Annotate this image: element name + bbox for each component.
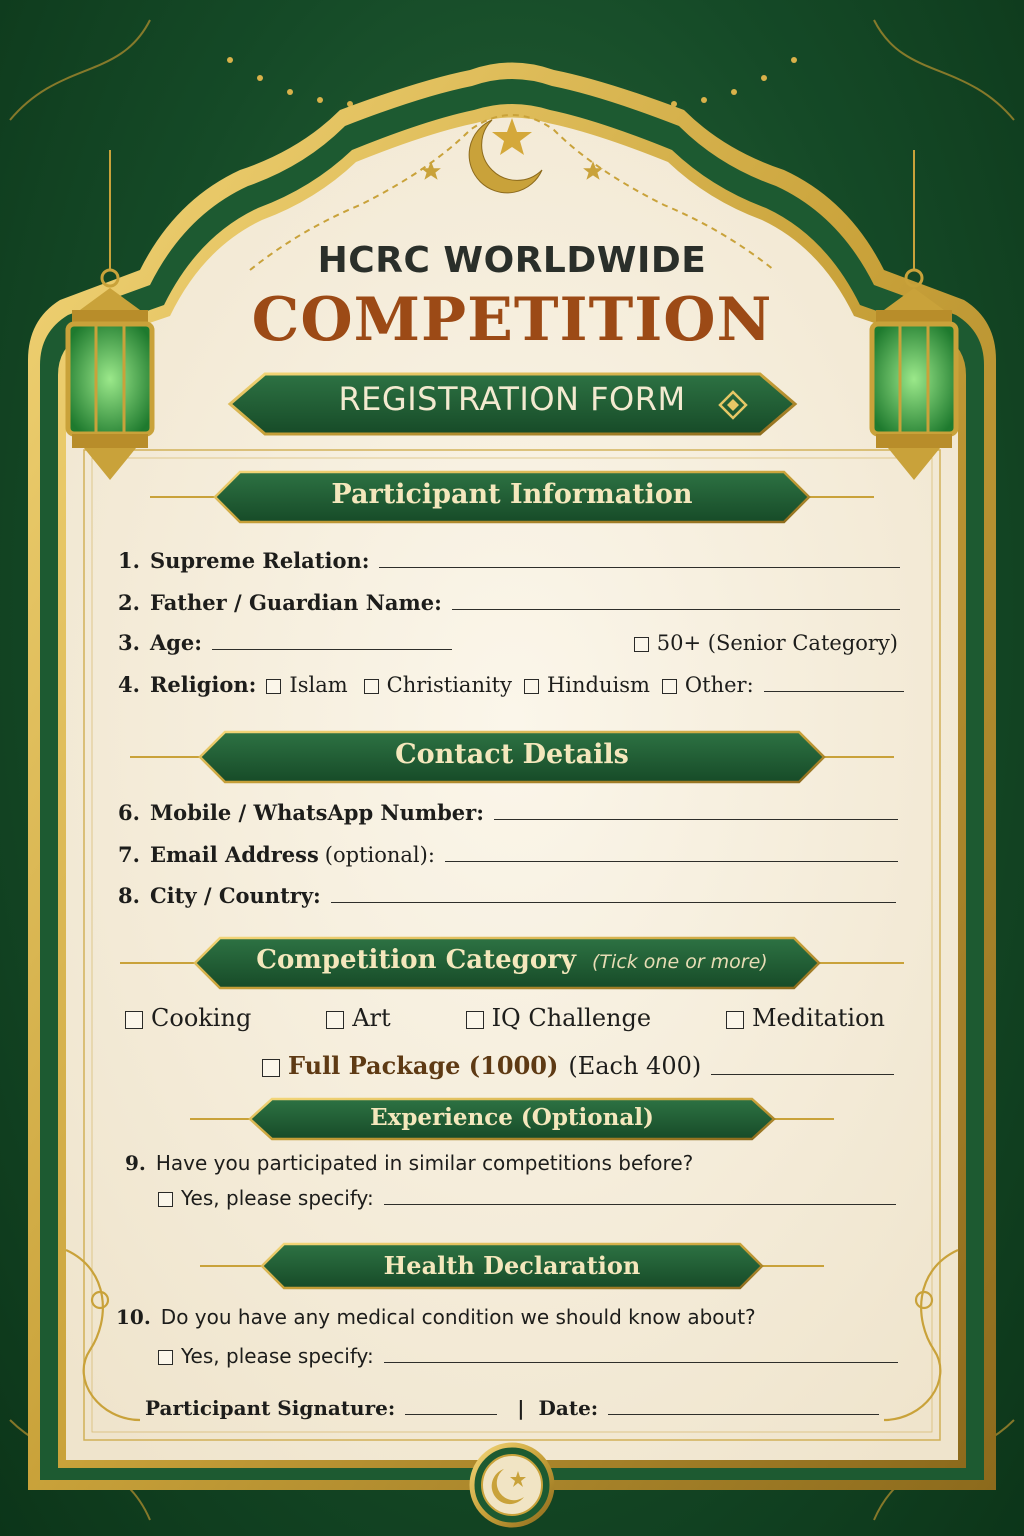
religion-option-other[interactable]	[662, 673, 754, 697]
religion-option-hinduism[interactable]	[524, 673, 650, 697]
crescent-star-icon	[462, 100, 562, 200]
field-age	[118, 630, 898, 655]
date-label: Date:	[538, 1396, 599, 1420]
experience-yes-option	[158, 1186, 896, 1210]
category-checkbox[interactable]	[326, 1011, 344, 1029]
field-number: 1.	[118, 548, 140, 573]
experience-question	[125, 1151, 693, 1175]
experience-specify-input[interactable]	[384, 1204, 896, 1205]
field-number: 2.	[118, 590, 140, 615]
field-city-country	[118, 883, 896, 908]
experience-yes-label: Yes, please specify:	[181, 1186, 374, 1210]
field-number: 4.	[118, 672, 140, 697]
religion-label: Other:	[684, 673, 754, 697]
field-label: Religion:	[149, 672, 257, 697]
field-email	[118, 842, 898, 867]
section-title-participant: Participant Information	[331, 479, 693, 510]
age-input[interactable]	[212, 649, 452, 650]
category-note: (Tick one or more)	[592, 951, 768, 973]
section-title-experience: Experience (Optional)	[370, 1104, 654, 1131]
religion-checkbox[interactable]	[524, 679, 539, 694]
category-label: Cooking	[151, 1004, 252, 1032]
field-guardian-name	[118, 590, 900, 615]
full-package-input[interactable]	[711, 1074, 894, 1075]
religion-label: Christianity	[386, 673, 512, 697]
religion-label: Islam	[289, 673, 348, 697]
category-checkbox[interactable]	[466, 1011, 484, 1029]
question-text: Do you have any medical condition we should know about?	[160, 1305, 756, 1329]
category-option-meditation[interactable]	[726, 1004, 885, 1032]
category-label: Meditation	[751, 1004, 885, 1032]
field-number: 3.	[118, 630, 140, 655]
star-icon	[420, 160, 442, 182]
question-text: Have you participated in similar competitions before?	[155, 1151, 694, 1175]
field-number: 6.	[118, 800, 140, 825]
category-checkbox[interactable]	[125, 1011, 143, 1029]
religion-option-christianity[interactable]	[364, 673, 512, 697]
email-input[interactable]	[445, 861, 898, 862]
guardian-name-input[interactable]	[452, 609, 900, 610]
section-title-contact: Contact Details	[395, 739, 629, 770]
full-package-checkbox[interactable]	[262, 1059, 280, 1077]
religion-checkbox[interactable]	[266, 679, 281, 694]
religion-other-input[interactable]	[764, 691, 904, 692]
question-number: 10.	[116, 1305, 151, 1329]
category-checkbox[interactable]	[726, 1011, 744, 1029]
religion-label: Hinduism	[546, 673, 650, 697]
field-supreme-relation	[118, 548, 900, 573]
supreme-relation-input[interactable]	[379, 567, 900, 568]
religion-checkbox[interactable]	[662, 679, 677, 694]
field-religion	[118, 672, 904, 697]
health-yes-option	[158, 1344, 898, 1368]
category-option-art[interactable]	[326, 1004, 390, 1032]
category-option-iq[interactable]	[466, 1004, 652, 1032]
category-title: Competition Category	[256, 945, 577, 975]
field-label: Mobile / WhatsApp Number:	[149, 800, 484, 825]
category-option-cooking[interactable]	[125, 1004, 251, 1032]
category-options	[125, 1004, 885, 1032]
health-yes-label: Yes, please specify:	[181, 1344, 374, 1368]
mobile-input[interactable]	[494, 819, 898, 820]
field-note: (optional):	[324, 843, 435, 867]
field-label: Father / Guardian Name:	[149, 590, 442, 615]
senior-category-option[interactable]	[634, 631, 898, 655]
senior-category-checkbox[interactable]	[634, 637, 649, 652]
full-package-option	[262, 1051, 894, 1080]
health-specify-input[interactable]	[384, 1362, 898, 1363]
page-title: COMPETITION	[251, 285, 773, 355]
full-package-note: (Each 400)	[568, 1052, 702, 1080]
senior-category-label: 50+ (Senior Category)	[656, 631, 898, 655]
category-label: IQ Challenge	[491, 1004, 652, 1032]
form-subtitle: REGISTRATION FORM	[338, 380, 686, 418]
star-icon	[582, 160, 604, 182]
field-label: City / Country:	[149, 883, 321, 908]
field-number: 8.	[118, 883, 140, 908]
signature-input[interactable]	[405, 1414, 497, 1415]
signature-row	[145, 1396, 879, 1420]
section-title-health: Health Declaration	[383, 1251, 641, 1280]
experience-yes-checkbox[interactable]	[158, 1192, 173, 1207]
field-label: Email Address	[149, 842, 319, 867]
health-question	[116, 1305, 756, 1329]
organization-name: HCRC WORLDWIDE	[317, 240, 707, 281]
category-label: Art	[352, 1004, 391, 1032]
section-title-category	[0, 945, 1024, 975]
health-yes-checkbox[interactable]	[158, 1350, 173, 1365]
full-package-label: Full Package (1000)	[288, 1051, 559, 1080]
religion-checkbox[interactable]	[364, 679, 379, 694]
question-number: 9.	[125, 1151, 146, 1175]
field-number: 7.	[118, 842, 140, 867]
date-input[interactable]	[608, 1414, 879, 1415]
field-mobile	[118, 800, 898, 825]
separator: |	[517, 1396, 525, 1420]
signature-label: Participant Signature:	[145, 1396, 396, 1420]
religion-option-islam[interactable]	[266, 673, 347, 697]
field-label: Supreme Relation:	[149, 548, 370, 573]
city-country-input[interactable]	[331, 902, 896, 903]
field-label: Age:	[149, 630, 203, 655]
